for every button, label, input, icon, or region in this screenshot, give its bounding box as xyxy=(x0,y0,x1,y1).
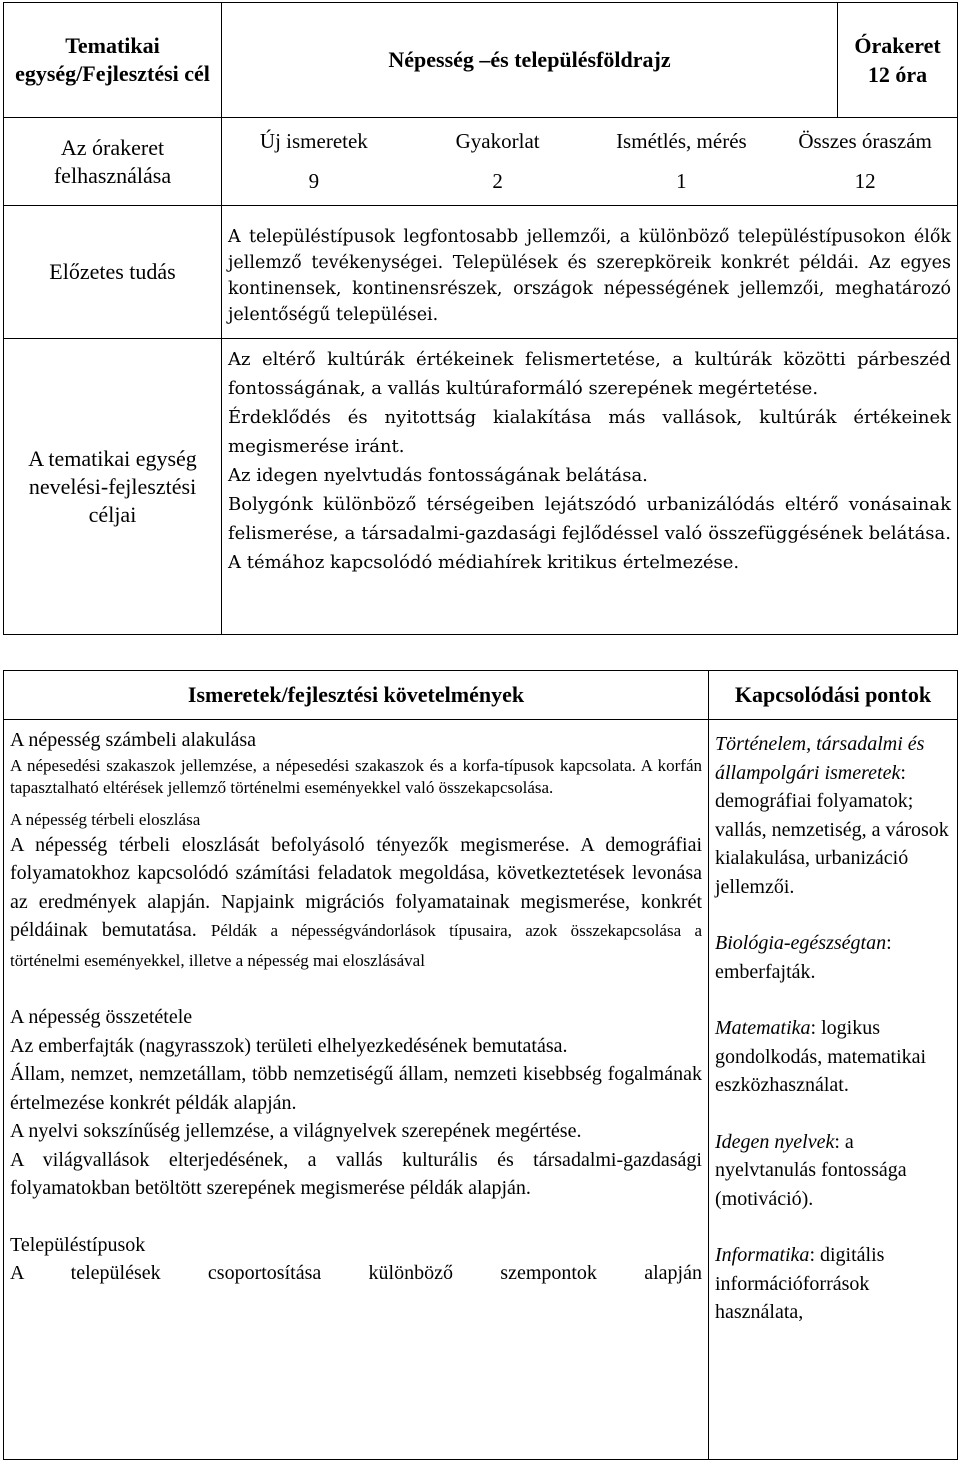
prior-knowledge-cell xyxy=(222,206,958,339)
usage-value-review: 1 xyxy=(676,169,687,193)
topic-title: Népesség –és településföldrajz xyxy=(388,47,671,72)
section-spatial-distribution-title: A népesség térbeli eloszlása xyxy=(10,809,201,829)
section-spatial-distribution-text: A népesség térbeli eloszlását befolyásoló tényezők megismerése. A demográfiai folyamatokhoz kapcsolódó számítási feladatok megoldása, következtetések levonása az eredmények alapján. Napjaink migrációs folyamatainak megismerése, konkrét példáinak bemutatása. xyxy=(10,833,702,941)
settlement-types-text: A települések csoportosítása különböző szempontok alapján xyxy=(10,1262,702,1284)
usage-header-practice: Gyakorlat xyxy=(455,129,540,153)
usage-grid xyxy=(222,122,957,202)
goal-4: Bolygónk különböző térségeiben lejátszódó urbanizálódás eltérő vonásainak felismerése, a társadalmi-gazdasági fejlődéssel való összefüggésének belátása. A témához kapcsolódó médiahírek kritikus értelmezése. xyxy=(228,494,951,573)
goals-cell xyxy=(222,339,958,635)
usage-header-total: Összes óraszám xyxy=(798,129,932,153)
goal-1: Az eltérő kultúrák értékeinek felismertetése, a kultúrák közötti párbeszéd fontosságának, a vallás kultúraformáló szerepének megértetése. xyxy=(228,349,951,399)
goal-3: Az idegen nyelvtudás fontosságának belátása. xyxy=(228,465,648,486)
link-math-subject: Matematika xyxy=(715,1017,811,1039)
requirements-header-cell xyxy=(4,671,709,720)
link-biology xyxy=(715,929,951,986)
links-body xyxy=(709,720,958,1460)
link-history xyxy=(715,730,951,901)
composition-para-1: Az emberfajták (nagyrasszok) területi elhelyezkedésének bemutatása. xyxy=(10,1034,568,1057)
requirements-table xyxy=(3,670,958,1460)
link-languages-subject: Idegen nyelvek xyxy=(715,1130,835,1153)
section-settlement-types-title: Településtípusok xyxy=(10,1233,146,1256)
prior-label-cell xyxy=(4,206,222,339)
link-languages xyxy=(715,1128,951,1214)
topic-label: Tematikai egység/Fejlesztési cél xyxy=(15,33,210,86)
section-composition-title: A népesség összetétele xyxy=(10,1006,193,1028)
hours-cell xyxy=(838,3,958,118)
usage-header-new: Új ismeretek xyxy=(259,129,368,153)
link-biology-text: : emberfajták. xyxy=(715,932,892,983)
links-header-cell xyxy=(709,671,958,720)
section-spatial-distribution-examples: Példák a népességvándorlások típusaira, azok összekapcsolása a történelmi eseményekkel, illetve a népesség mai eloszlásával xyxy=(10,921,702,970)
topic-label-cell xyxy=(4,3,222,118)
composition-para-3: A nyelvi sokszínűség jellemzése, a világnyelvek szerepének megértése. xyxy=(10,1120,582,1142)
link-math-text: : logikus gondolkodás, matematikai eszközhasználat. xyxy=(715,1017,927,1096)
link-history-subject: Történelem, társadalmi és állampolgári ismeretek xyxy=(715,733,925,784)
curriculum-header-table xyxy=(3,2,958,635)
usage-value-practice: 2 xyxy=(492,169,503,193)
link-math xyxy=(715,1014,951,1100)
prior-label: Előzetes tudás xyxy=(49,259,176,284)
link-biology-subject: Biológia-egészségtan xyxy=(715,932,887,954)
link-history-text: : demográfiai folyamatok; vallás, nemzetiség, a városok kialakulása, urbanizáció jellemzői. xyxy=(715,761,949,898)
usage-label-cell xyxy=(4,118,222,206)
composition-para-4: A világvallások elterjedésének, a vallás kulturális és társadalmi-gazdasági folyamatokban betöltött szerepének megismerése példák alapján. xyxy=(10,1148,702,1199)
link-informatics-subject: Informatika xyxy=(715,1244,810,1266)
usage-value-total: 12 xyxy=(854,169,876,193)
link-languages-text: : a nyelvtanulás fontossága (motiváció). xyxy=(715,1130,907,1210)
link-informatics-text: : digitális információforrások használata, xyxy=(715,1244,885,1323)
section-population-count-title: A népesség számbeli alakulása xyxy=(10,729,257,751)
goals-label: A tematikai egység nevelési-fejlesztési céljai xyxy=(28,445,197,527)
requirements-body xyxy=(4,720,709,1460)
usage-label: Az órakeret felhasználása xyxy=(53,134,172,188)
hours-label: Órakeret xyxy=(854,33,941,58)
requirements-header: Ismeretek/fejlesztési követelmények xyxy=(187,682,525,707)
prior-knowledge-text: A településtípusok legfontosabb jellemzői, a különböző településtípusokon élők jellemző tevékenységei. Települések és szerepköreik konkrét példái. Az egyes kontinensek, kontinensrészek, országok népességének jellemzői, meghatározó jelentőségű települései. xyxy=(228,227,951,325)
composition-para-2: Állam, nemzet, nemzetállam, több nemzetiségű állam, nemzeti kisebbség fogalmának értelmezése konkrét példák alapján. xyxy=(10,1063,702,1114)
usage-value-new: 9 xyxy=(308,169,320,193)
usage-cell xyxy=(222,118,958,206)
topic-title-cell xyxy=(222,3,838,118)
hours-value: 12 óra xyxy=(867,62,928,87)
section-spatial-distribution-body xyxy=(10,831,702,976)
usage-header-review: Ismétlés, mérés xyxy=(616,129,747,153)
links-header: Kapcsolódási pontok xyxy=(734,682,932,707)
goal-2: Érdeklődés és nyitottság kialakítása más vallások, kultúrák értékeinek megismerése iránt. xyxy=(228,407,951,457)
section-population-count-text: A népesedési szakaszok jellemzése, a népesedési szakaszok és a korfa-típusok kapcsolata. A korfán tapasztalható eltérések jellemző történelmi eseményekkel való összekapcsolása. xyxy=(10,755,702,797)
goals-label-cell xyxy=(4,339,222,635)
link-informatics xyxy=(715,1241,951,1327)
